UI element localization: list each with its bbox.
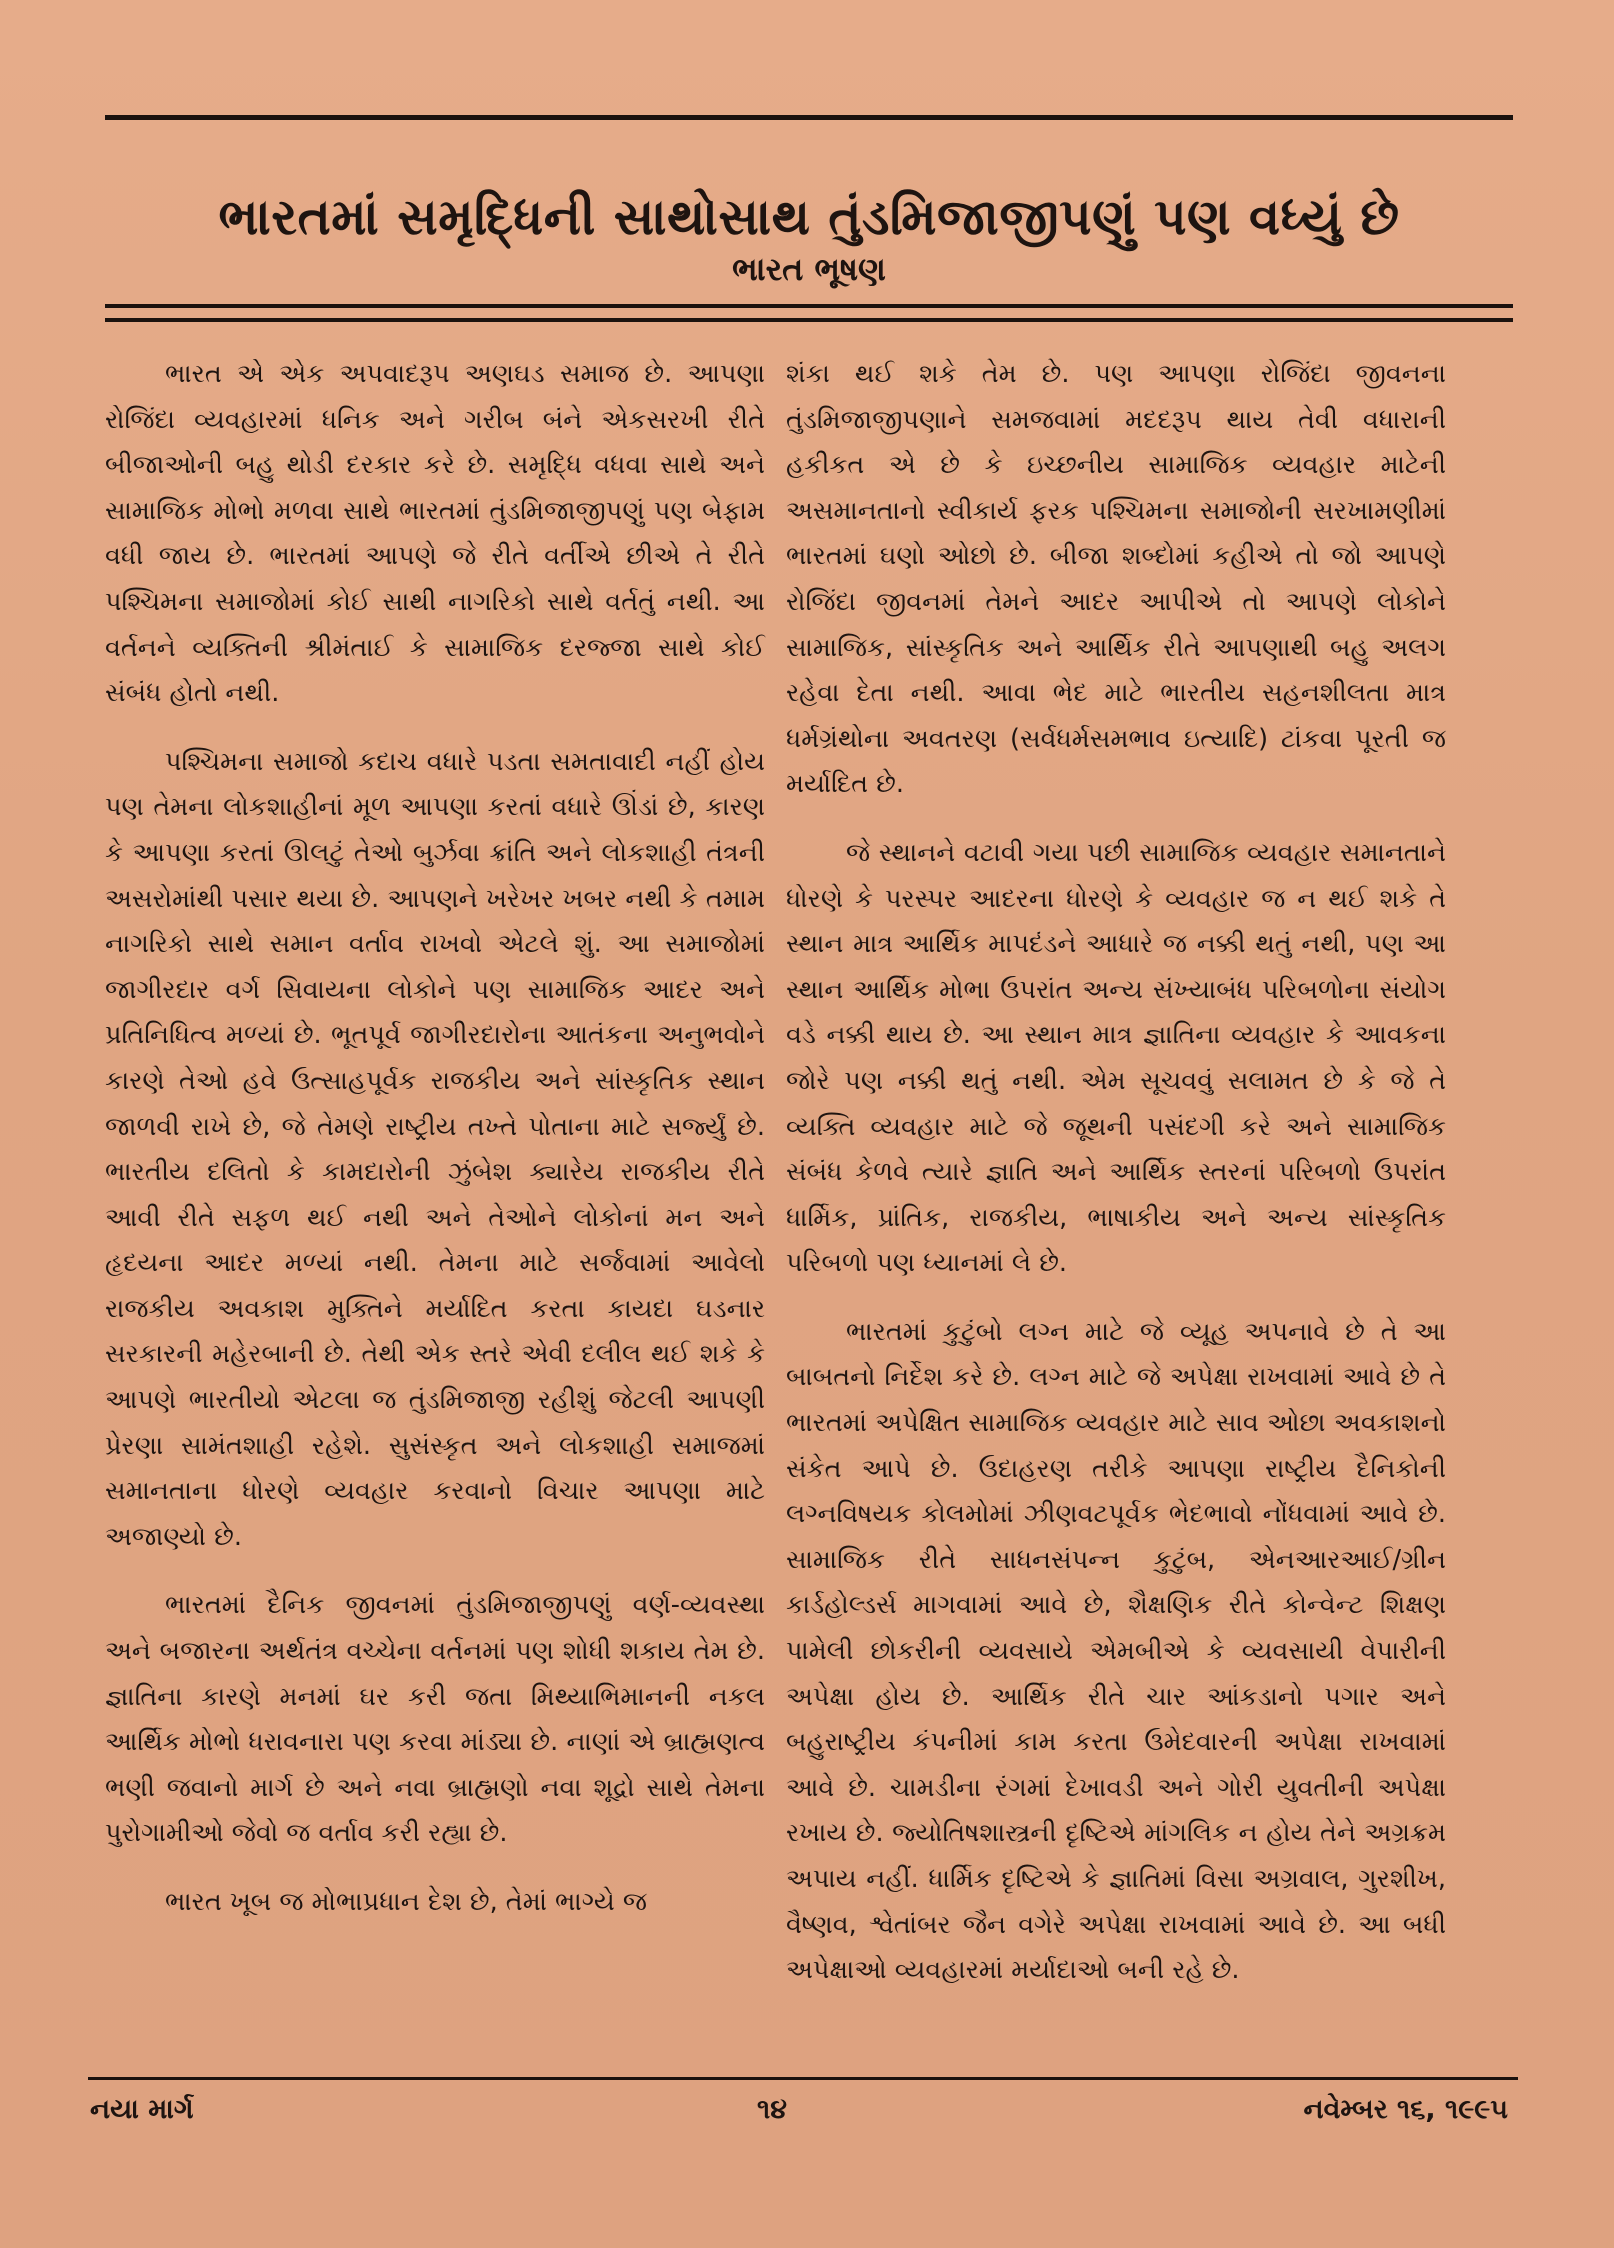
- paragraph-continued: શંકા થઈ શકે તેમ છે. પણ આપણા રોજિંદા જીવનના તુંડમિજાજીપણાને સમજવામાં મદદરૂપ થાય તેવી વધારાની હકીકત એ છે કે ઇચ્છનીય સામાજિક વ્યવહાર માટેની અસમાનતાનો સ્વીકાર્ય ફરક પશ્ચિમના સમાજોની સરખામણીમાં ભારતમાં ઘણો ઓછો છે. બીજા શબ્દોમાં કહીએ તો જો આપણે રોજિંદા જીવનમાં તેમને આદર આપીએ તો આપણે લોકોને સામાજિક, સાંસ્કૃતિક અને આર્થિક રીતે આપણાથી બહુ અલગ રહેવા દેતા નથી. આવા ભેદ માટે ભારતીય સહનશીલતા માત્ર ધર્મગ્રંથોના અવતરણ (સર્વધર્મસમભાવ ઇત્યાદિ) ટાંકવા પૂરતી જ મર્યાદિત છે.: [786, 359, 1446, 800]
- left-column: [105, 352, 765, 1926]
- paragraph: ભારતમાં દૈનિક જીવનમાં તુંડમિજાજીપણું વર્ણ-વ્યવસ્થા અને બજારના અર્થતંત્ર વચ્ચેના વર્તનમાં પણ શોધી શકાય તેમ છે. જ્ઞાતિના કારણે મનમાં ઘર કરી જતા મિથ્યાભિમાનની નકલ આર્થિક મોભો ધરાવનારા પણ કરવા માંડ્યા છે. નાણાં એ બ્રાહ્મણત્વ ભણી જવાનો માર્ગ છે અને નવા બ્રાહ્મણો નવા શૂદ્રો સાથે તેમના પુરોગામીઓ જેવો જ વર્તાવ કરી રહ્યા છે.: [105, 1590, 765, 1849]
- footer-rule: [88, 2077, 1518, 2080]
- header-rule-lower: [105, 318, 1513, 322]
- issue-date: નવેમ્બર ૧૬, ૧૯૯૫: [1303, 2094, 1508, 2125]
- paragraph: ભારત એ એક અપવાદરૂપ અણઘડ સમાજ છે. આપણા રોજિંદા વ્યવહારમાં ધનિક અને ગરીબ બંને એકસરખી રીતે બીજાઓની બહુ થોડી દરકાર કરે છે. સમૃદ્ધિ વધવા સાથે અને સામાજિક મોભો મળવા સાથે ભારતમાં તુંડમિજાજીપણું પણ બેફામ વધી જાય છે. ભારતમાં આપણે જે રીતે વર્તીએ છીએ તે રીતે પશ્ચિમના સમાજોમાં કોઈ સાથી નાગરિકો સાથે વર્તતું નથી. આ વર્તનને વ્યક્તિની શ્રીમંતાઈ કે સામાજિક દરજ્જા સાથે કોઈ સંબંધ હોતો નથી.: [105, 359, 765, 709]
- top-rule: [105, 115, 1513, 120]
- header-rule-upper: [105, 304, 1513, 308]
- article-author: ભારત ભૂષણ: [732, 250, 886, 288]
- paragraph: ભારતમાં કુટુંબો લગ્ન માટે જે વ્યૂહ અપનાવે છે તે આ બાબતનો નિર્દેશ કરે છે. લગ્ન માટે જે અપેક્ષા રાખવામાં આવે છે તે ભારતમાં અપેક્ષિત સામાજિક વ્યવહાર માટે સાવ ઓછા અવકાશનો સંકેત આપે છે. ઉદાહરણ તરીકે આપણા રાષ્ટ્રીય દૈનિકોની લગ્નવિષયક કોલમોમાં ઝીણવટપૂર્વક ભેદભાવો નોંધવામાં આવે છે. સામાજિક રીતે સાધનસંપન્ન કુટુંબ, એનઆરઆઈ/ગ્રીન કાર્ડહોલ્ડર્સ માગવામાં આવે છે, શૈક્ષણિક રીતે કોન્વેન્ટ શિક્ષણ પામેલી છોકરીની વ્યવસાયે એમબીએ કે વ્યવસાયી વેપારીની અપેક્ષા હોય છે. આર્થિક રીતે ચાર આંકડાનો પગાર અને બહુરાષ્ટ્રીય કંપનીમાં કામ કરતા ઉમેદવારની અપેક્ષા રાખવામાં આવે છે. ચામડીના રંગમાં દેખાવડી અને ગોરી યુવતીની અપેક્ષા રખાય છે. જ્યોતિષશાસ્ત્રની દૃષ્ટિએ માંગલિક ન હોય તેને અગ્રક્રમ અપાય નહીં. ધાર્મિક દૃષ્ટિએ કે જ્ઞાતિમાં વિસા અગ્રવાલ, ગુરશીખ, વૈષ્ણવ, શ્વેતાંબર જૈન વગેરે અપેક્ષા રાખવામાં આવે છે. આ બધી અપેક્ષાઓ વ્યવહારમાં મર્યાદાઓ બની રહે છે.: [786, 1316, 1446, 1986]
- paragraph: ભારત ખૂબ જ મોભાપ્રધાન દેશ છે, તેમાં ભાગ્યે જ: [165, 1887, 648, 1917]
- paragraph: જે સ્થાનને વટાવી ગયા પછી સામાજિક વ્યવહાર સમાનતાને ધોરણે કે પરસ્પર આદરના ધોરણે કે વ્યવહાર જ ન થઈ શકે તે સ્થાન માત્ર આર્થિક માપદંડને આધારે જ નક્કી થતું નથી, પણ આ સ્થાન આર્થિક મોભા ઉપરાંત અન્ય સંખ્યાબંધ પરિબળોના સંયોગ વડે નક્કી થાય છે. આ સ્થાન માત્ર જ્ઞાતિના વ્યવહાર કે આવકના જોરે પણ નક્કી થતું નથી. એમ સૂચવવું સલામત છે કે જે તે વ્યક્તિ વ્યવહાર માટે જે જૂથની પસંદગી કરે અને સામાજિક સંબંધ કેળવે ત્યારે જ્ઞાતિ અને આર્થિક સ્તરનાં પરિબળો ઉપરાંત ધાર્મિક, પ્રાંતિક, રાજકીય, ભાષાકીય અને અન્ય સાંસ્કૃતિક પરિબળો પણ ધ્યાનમાં લે છે.: [786, 837, 1446, 1279]
- paragraph: પશ્ચિમના સમાજો કદાચ વધારે પડતા સમતાવાદી નહીં હોય પણ તેમના લોકશાહીનાં મૂળ આપણા કરતાં વધારે ઊંડાં છે, કારણ કે આપણા કરતાં ઊલટું તેઓ બુર્ઝવા ક્રાંતિ અને લોકશાહી તંત્રની અસરોમાંથી પસાર થયા છે. આપણને ખરેખર ખબર નથી કે તમામ નાગરિકો સાથે સમાન વર્તાવ રાખવો એટલે શું. આ સમાજોમાં જાગીરદાર વર્ગ સિવાયના લોકોને પણ સામાજિક આદર અને પ્રતિનિધિત્વ મળ્યાં છે. ભૂતપૂર્વ જાગીરદારોના આતંકના અનુભવોને કારણે તેઓ હવે ઉત્સાહપૂર્વક રાજકીય અને સાંસ્કૃતિક સ્થાન જાળવી રાખે છે, જે તેમણે રાષ્ટ્રીય તખ્તે પોતાના માટે સર્જ્યું છે. ભારતીય દલિતો કે કામદારોની ઝુંબેશ ક્યારેય રાજકીય રીતે આવી રીતે સફળ થઈ નથી અને તેઓને લોકોનાં મન અને હૃદયના આદર મળ્યાં નથી. તેમના માટે સર્જવામાં આવેલો રાજકીય અવકાશ મુક્તિને મર્યાદિત કરતા કાયદા ઘડનાર સરકારની મહેરબાની છે. તેથી એક સ્તરે એવી દલીલ થઈ શકે કે આપણે ભારતીયો એટલા જ તુંડમિજાજી રહીશું જેટલી આપણી પ્રેરણા સામંતશાહી રહેશે. સુસંસ્કૃત અને લોકશાહી સમાજમાં સમાનતાના ધોરણે વ્યવહાર કરવાનો વિચાર આપણા માટે અજાણ્યો છે.: [105, 746, 765, 1552]
- page-number: ૧૪: [757, 2094, 787, 2125]
- publication-name: નયા માર્ગ: [90, 2094, 194, 2125]
- article-title: ભારતમાં સમૃદ્ધિની સાથોસાથ તુંડમિજાજીપણું પણ વધ્યું છે: [218, 187, 1400, 246]
- right-column: [786, 352, 1446, 1994]
